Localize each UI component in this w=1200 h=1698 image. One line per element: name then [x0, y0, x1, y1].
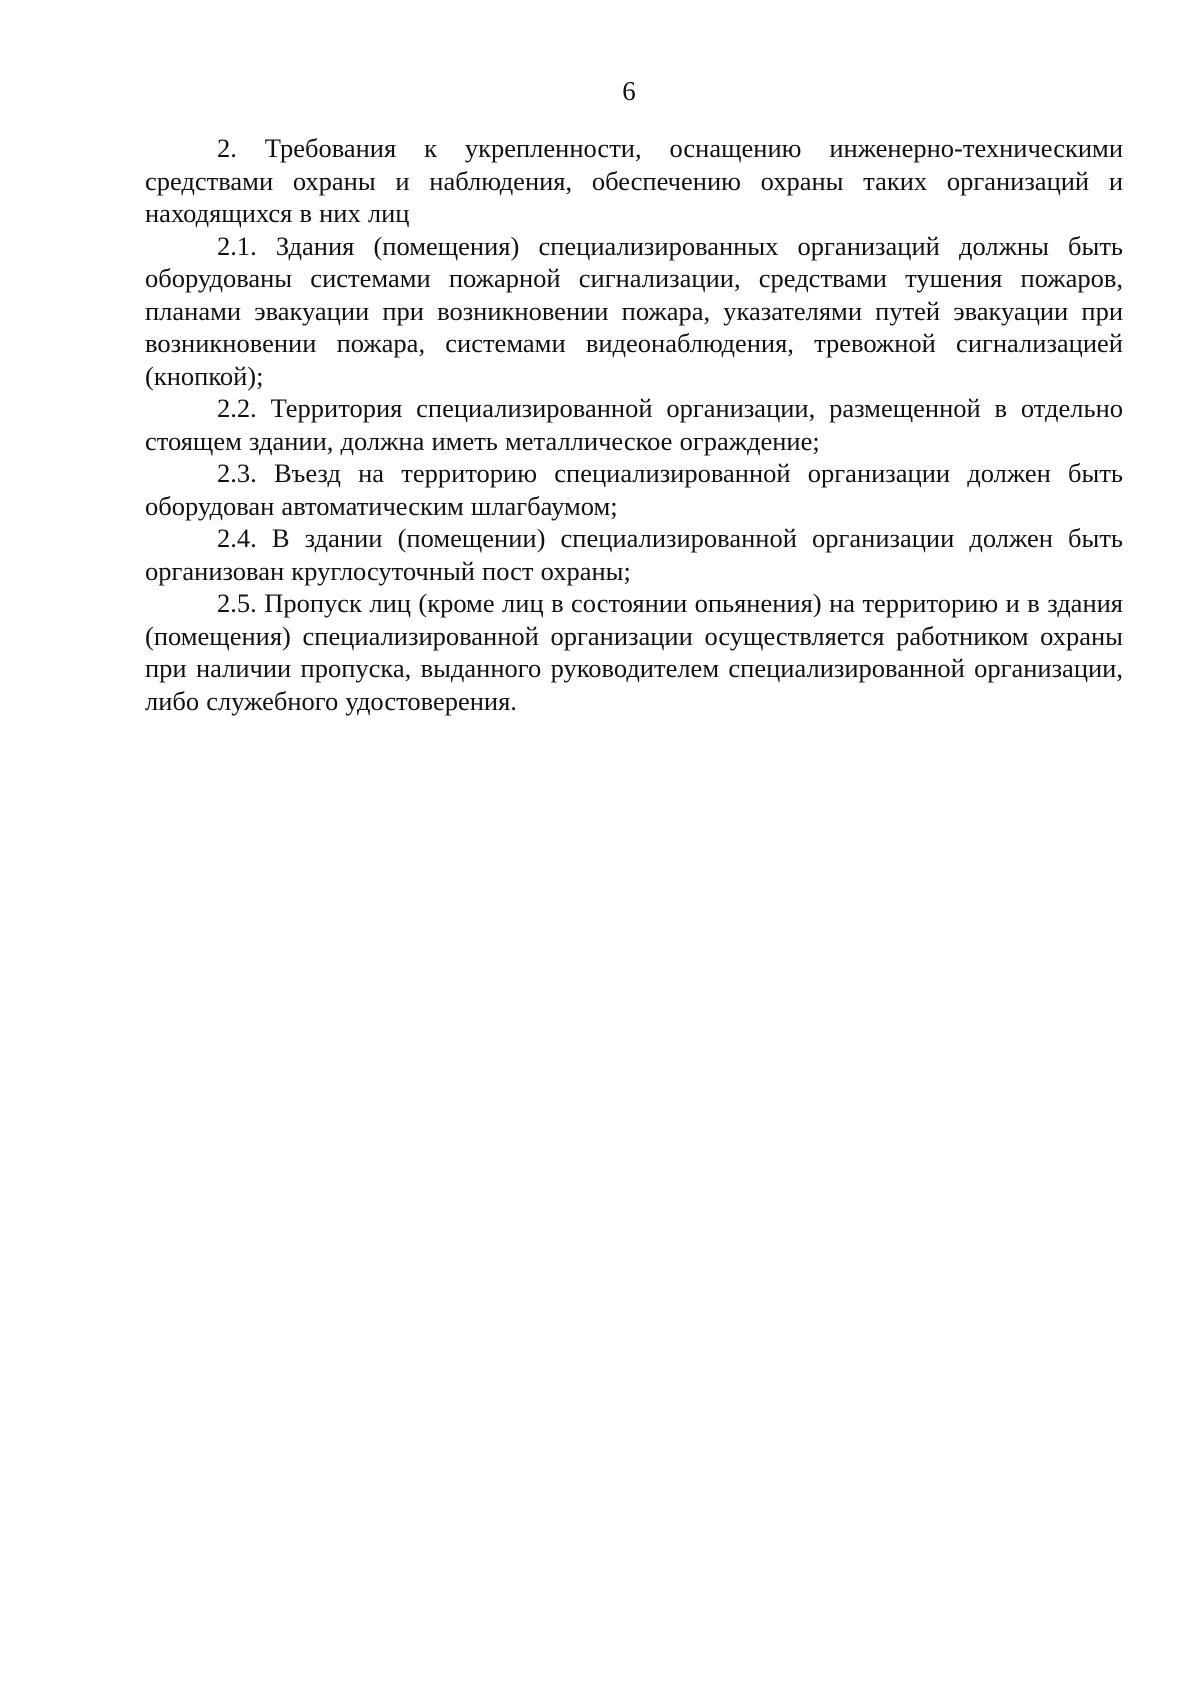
paragraph-2-3: 2.3. Въезд на территорию специализированной организации должен быть оборудован автоматическим шлагбаумом;: [145, 458, 1123, 521]
paragraph-2-4: 2.4. В здании (помещении) специализированной организации должен быть организован круглосуточный пост охраны;: [145, 523, 1123, 586]
paragraph-2-2: 2.2. Территория специализированной организации, размещенной в отдельно стоящем здании, должна иметь металлическое ограждение;: [145, 393, 1123, 456]
document-body: [145, 132, 1123, 717]
paragraph-2-5: 2.5. Пропуск лиц (кроме лиц в состоянии опьянения) на территорию и в здания (помещения) специализированной организации осуществляется работником охраны при наличии пропуска, выданного руководителем специализированной организации, либо служебного удостоверения.: [145, 588, 1123, 716]
section-heading-paragraph: 2. Требования к укрепленности, оснащению инженерно-техническими средствами охраны и наблюдения, обеспечению охраны таких организаций и находящихся в них лиц: [145, 133, 1123, 228]
page-number: 6: [622, 76, 636, 106]
paragraph-2-1: 2.1. Здания (помещения) специализированных организаций должны быть оборудованы системами пожарной сигнализации, средствами тушения пожаров, планами эвакуации при возникновении пожара, указателями путей эвакуации при возникновении пожара, системами видеонаблюдения, тревожной сигнализацией (кнопкой);: [145, 230, 1123, 391]
